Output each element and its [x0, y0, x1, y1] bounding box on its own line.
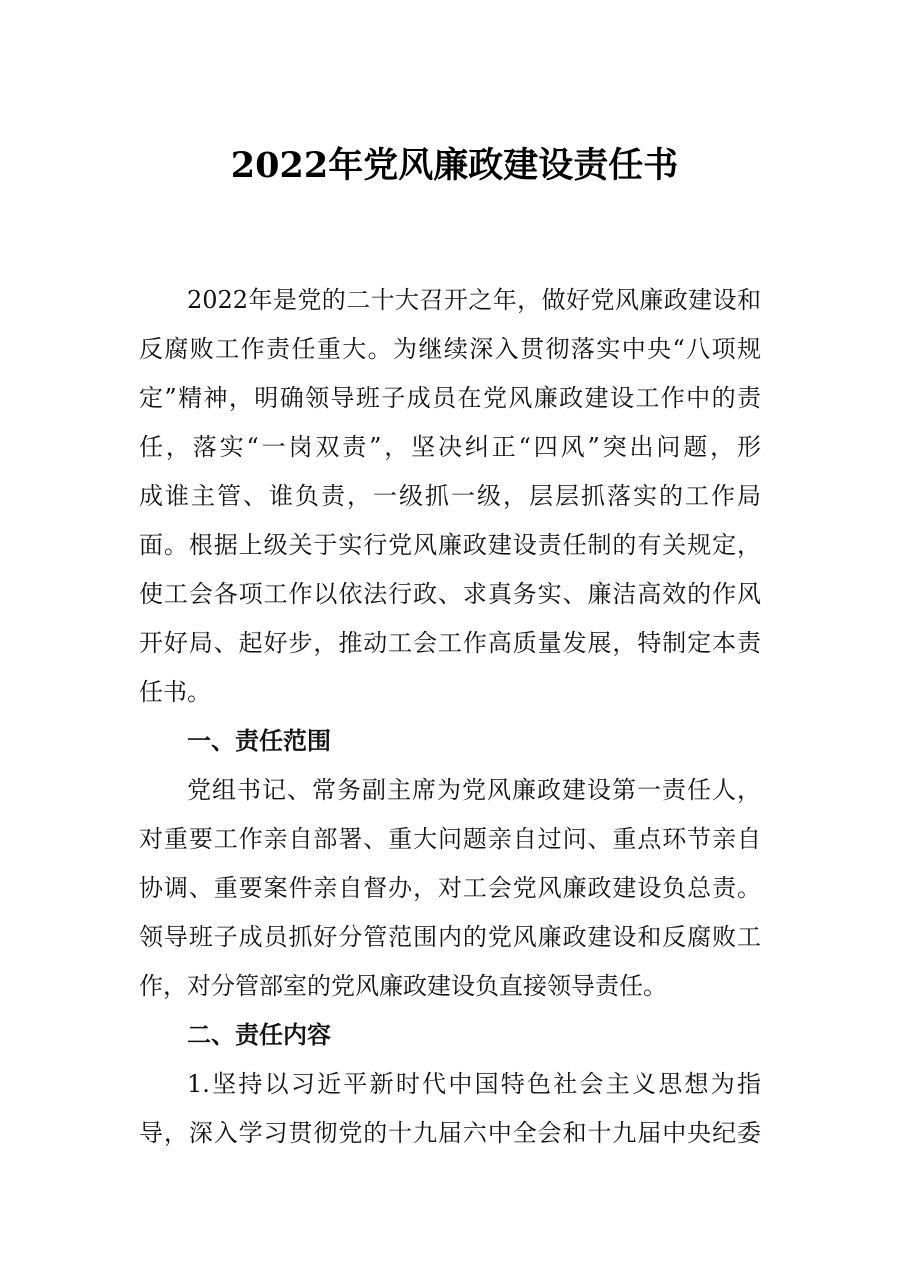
- intro-line: 成谁主管、谁负责，一级抓一级，层层抓落实的工作局: [139, 482, 761, 510]
- section1-line: 领导班子成员抓好分管范围内的党风廉政建设和反腐败工: [139, 923, 761, 951]
- section2-line: 导，深入学习贯彻党的十九届六中全会和十九届中央纪委: [139, 1119, 761, 1147]
- section1-line: 党组书记、常务副主席为党风廉政建设第一责任人，: [187, 776, 761, 804]
- section1-line: 作，对分管部室的党风廉政建设负直接领导责任。: [139, 972, 667, 1000]
- document-title: 2022年党风廉政建设责任书: [230, 145, 679, 186]
- section1-line: 对重要工作亲自部署、重大问题亲自过问、重点环节亲自: [139, 825, 761, 853]
- intro-line: 面。根据上级关于实行党风廉政建设责任制的有关规定，: [139, 531, 761, 559]
- section2-line: 1.坚持以习近平新时代中国特色社会主义思想为指: [187, 1070, 761, 1098]
- section1-line: 协调、重要案件亲自督办，对工会党风廉政建设负总责。: [139, 874, 761, 902]
- section-heading-scope: 一、责任范围: [187, 727, 331, 755]
- intro-line: 定”精神，明确领导班子成员在党风廉政建设工作中的责: [139, 384, 761, 412]
- intro-line: 开好局、起好步，推动工会工作高质量发展，特制定本责: [139, 629, 761, 657]
- section-heading-content: 二、责任内容: [187, 1021, 331, 1049]
- intro-line: 任书。: [139, 678, 211, 706]
- document-body: [139, 276, 761, 1158]
- intro-line: 2022年是党的二十大召开之年，做好党风廉政建设和: [187, 286, 761, 314]
- intro-line: 反腐败工作责任重大。为继续深入贯彻落实中央“八项规: [139, 335, 761, 363]
- intro-line: 任，落实“一岗双责”，坚决纠正“四风”突出问题，形: [139, 433, 761, 461]
- intro-line: 使工会各项工作以依法行政、求真务实、廉洁高效的作风: [139, 580, 761, 608]
